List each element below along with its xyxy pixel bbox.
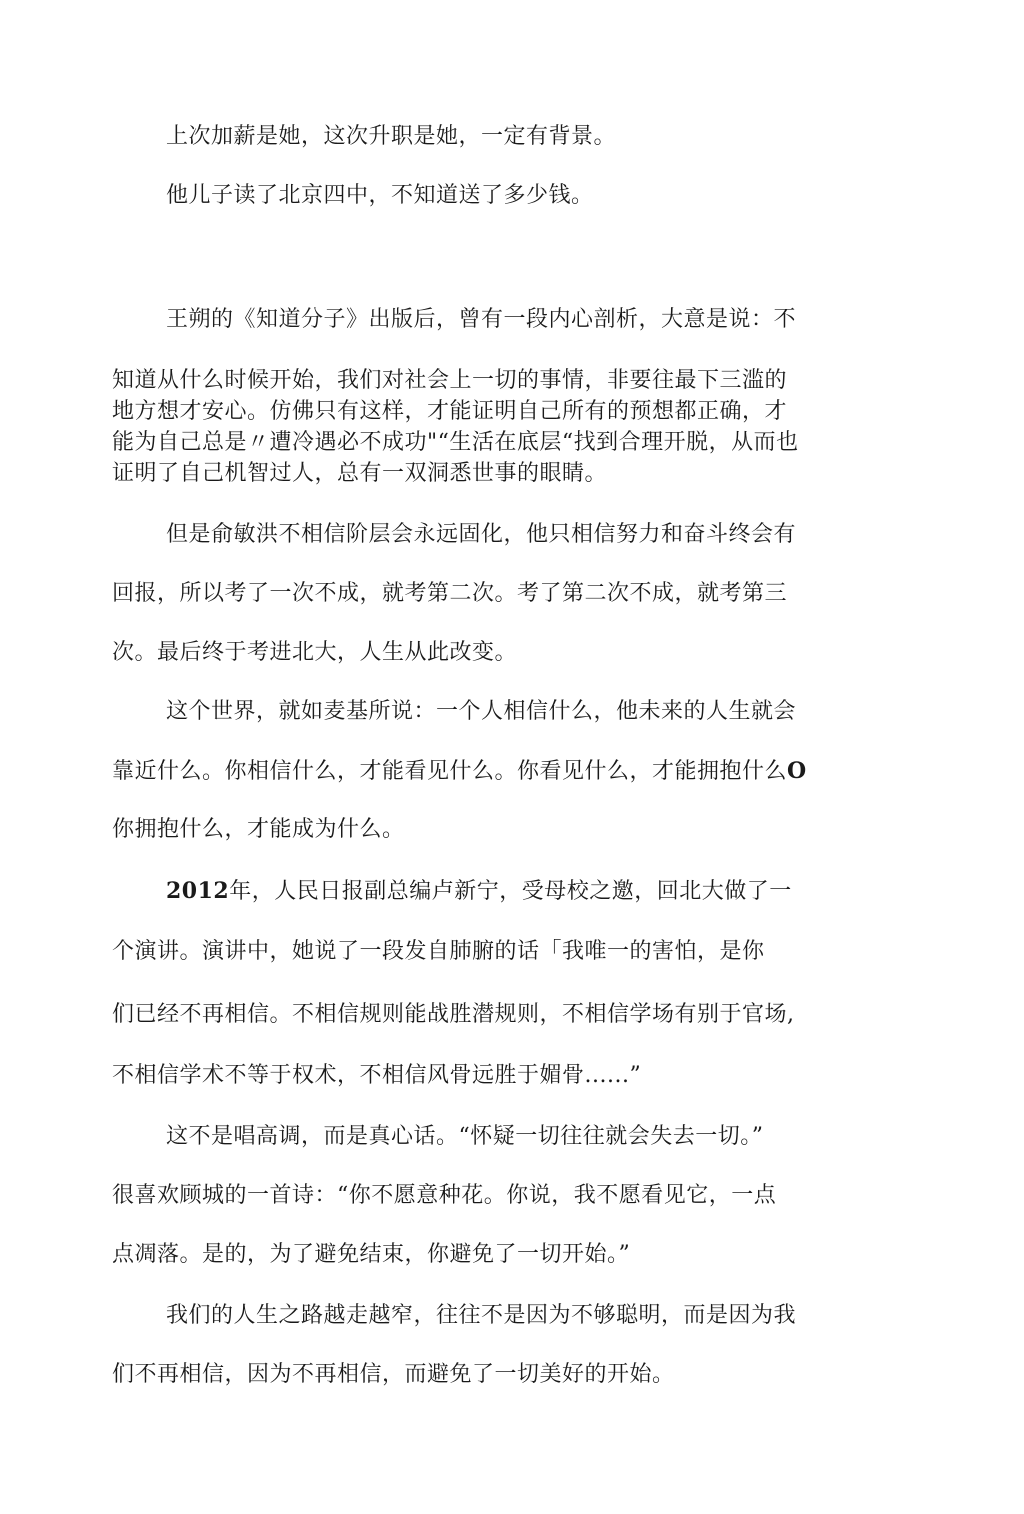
paragraph-line: 这个世界，就如麦基所说：一个人相信什么，他未来的人生就会 xyxy=(166,699,797,724)
paragraph-line xyxy=(166,876,792,907)
paragraph-line: 证明了自己机智过人，总有一双洞悉世事的眼睛。 xyxy=(112,461,608,486)
paragraph-line: 这不是唱高调，而是真心话。“怀疑一切往往就会失去一切。” xyxy=(166,1124,764,1149)
paragraph-line: 知道从什么时候开始，我们对社会上一切的事情，非要往最下三滥的 xyxy=(112,368,788,393)
paragraph-line: 次。最后终于考进北大，人生从此改变。 xyxy=(112,640,518,665)
paragraph-line xyxy=(112,756,807,787)
line-text: 靠近什么。你相信什么，才能看见什么。你看见什么，才能拥抱什么 xyxy=(112,759,788,784)
paragraph-line: 很喜欢顾城的一首诗：“你不愿意种花。你说，我不愿看见它，一点 xyxy=(112,1183,777,1208)
bold-mark: O xyxy=(787,758,807,784)
paragraph-line: 个演讲。演讲中，她说了一段发自肺腑的话「我唯一的害怕，是你 xyxy=(112,939,765,964)
paragraph-line: 们不再相信，因为不再相信，而避免了一切美好的开始。 xyxy=(112,1362,675,1387)
paragraph-line: 点凋落。是的，为了避免结束，你避免了一切开始。” xyxy=(112,1242,631,1267)
paragraph-line: 上次加薪是她，这次升职是她，一定有背景。 xyxy=(166,124,617,149)
paragraph-line: 回报，所以考了一次不成，就考第二次。考了第二次不成，就考第三 xyxy=(112,581,788,606)
paragraph-line: 不相信学术不等于权术，不相信风骨远胜于媚骨......” xyxy=(112,1063,642,1088)
paragraph-line: 但是俞敏洪不相信阶层会永远固化，他只相信努力和奋斗终会有 xyxy=(166,522,797,547)
paragraph-line: 你拥抱什么，才能成为什么。 xyxy=(112,817,405,842)
year-label: 2012 xyxy=(166,878,230,904)
line-text: 年，人民日报副总编卢新宁，受母校之邀，回北大做了一 xyxy=(229,879,792,904)
paragraph-line: 他儿子读了北京四中，不知道送了多少钱。 xyxy=(166,183,594,208)
paragraph-line: 能为自己总是〃遭冷遇必不成功"“生活在底层“找到合理开脱，从而也 xyxy=(112,430,799,455)
paragraph-line: 们已经不再相信。不相信规则能战胜潜规则，不相信学场有别于官场, xyxy=(112,1002,795,1027)
paragraph-line: 地方想才安心。仿佛只有这样，才能证明自己所有的预想都正确，才 xyxy=(112,399,788,424)
paragraph-line: 王朔的《知道分子》出版后，曾有一段内心剖析，大意是说：不 xyxy=(166,307,797,332)
paragraph-line: 我们的人生之路越走越窄，往往不是因为不够聪明，而是因为我 xyxy=(166,1303,797,1328)
